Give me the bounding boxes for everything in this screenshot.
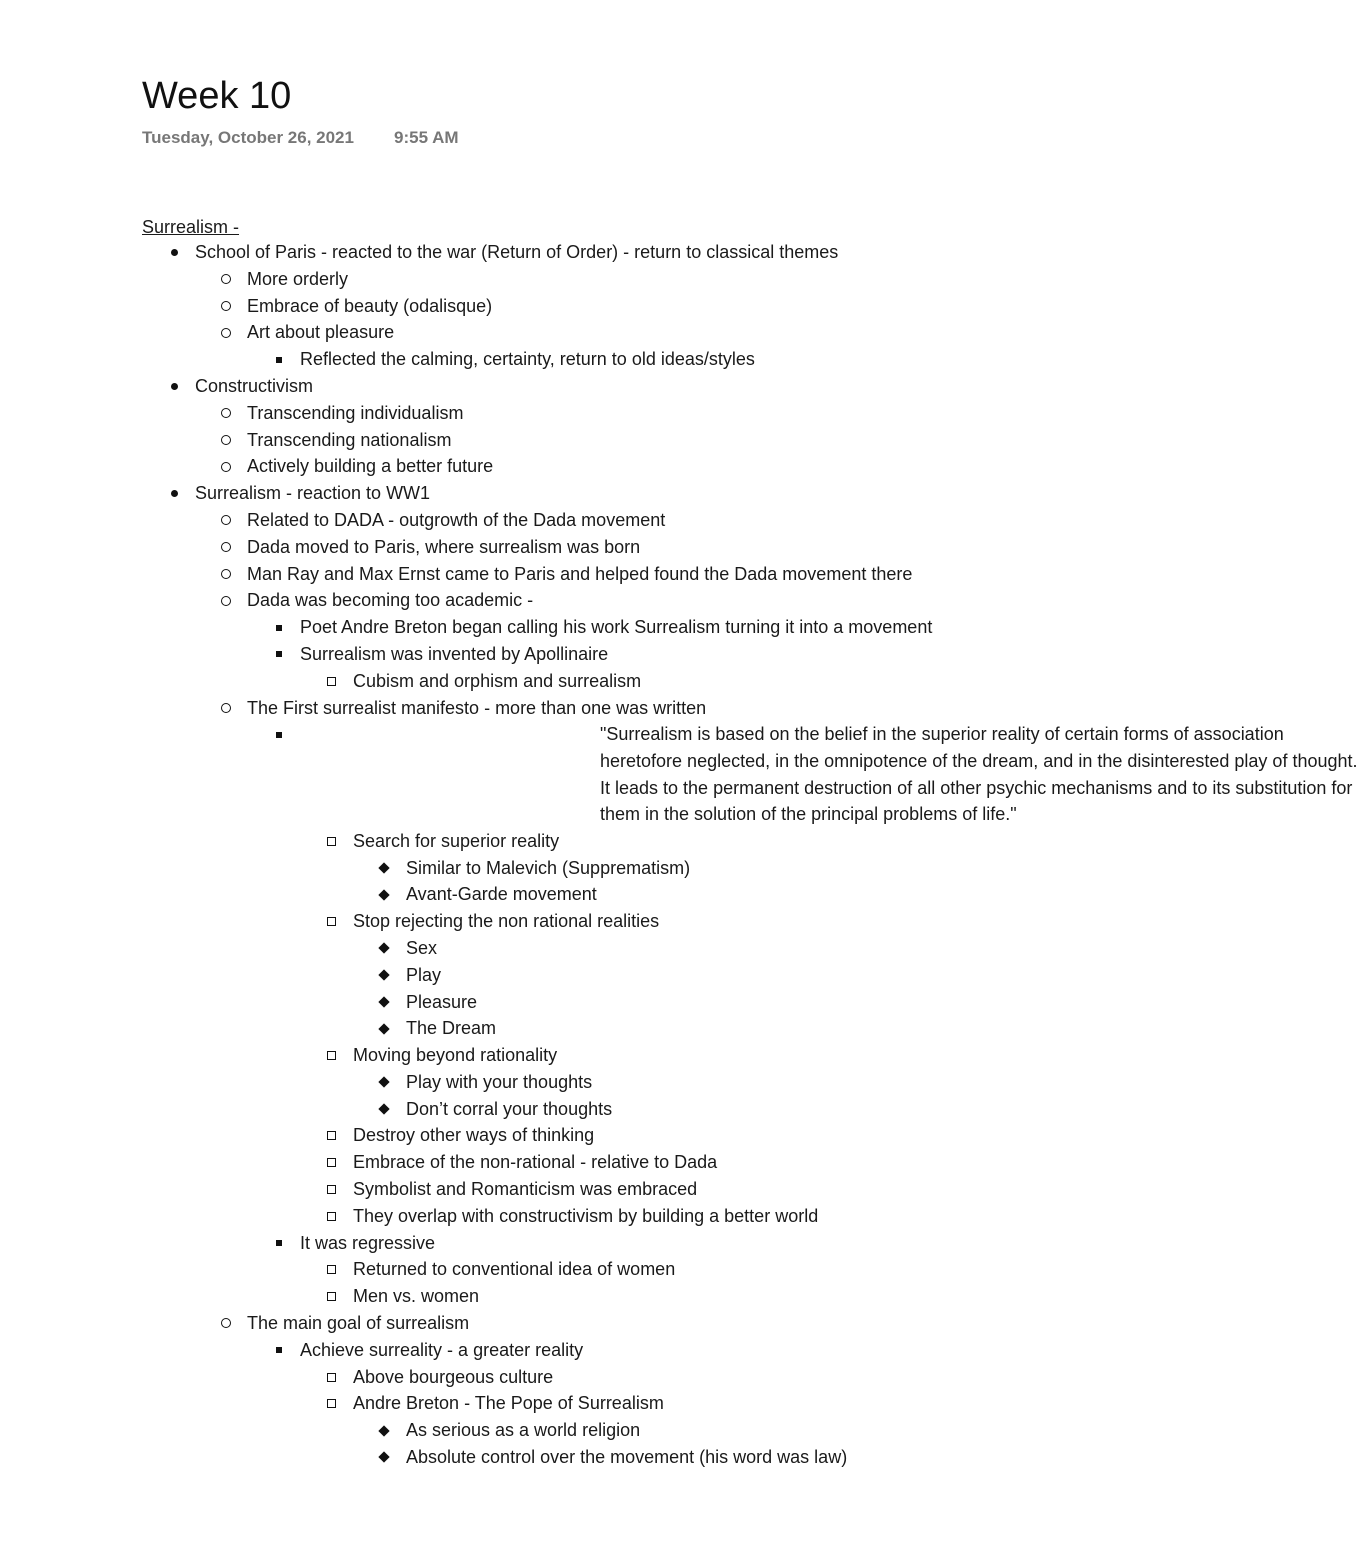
outline-item-text: Moving beyond rationality	[353, 1045, 558, 1066]
outline-item	[0, 935, 1200, 962]
hollow-square-bullet-icon	[324, 1042, 338, 1069]
outline-item-text: Men vs. women	[353, 1286, 480, 1307]
outline-item	[0, 453, 1200, 480]
outline-item	[0, 1310, 1200, 1337]
outline-item-text: Destroy other ways of thinking	[353, 1125, 595, 1146]
outline-item	[0, 855, 1200, 882]
outline-item-text: Absolute control over the movement (his word was law)	[406, 1447, 848, 1468]
hollow-square-bullet-icon	[324, 1256, 338, 1283]
outline-item	[0, 293, 1200, 320]
outline-item-text: Avant-Garde movement	[406, 884, 597, 905]
square-bullet-icon	[272, 1337, 286, 1364]
outline-item-text: Dada moved to Paris, where surrealism was born	[247, 536, 641, 557]
outline-item-text: School of Paris - reacted to the war (Return of Order) - return to classical themes	[195, 242, 839, 262]
outline-item	[0, 534, 1200, 561]
outline-item-text: Transcending nationalism	[247, 429, 452, 450]
hollow-square-bullet-icon	[324, 828, 338, 855]
outline-item-text: Embrace of the non-rational - relative to Dada	[353, 1152, 718, 1173]
outline-item-text: Achieve surreality - a greater reality	[300, 1339, 584, 1360]
outline-item-text: Reflected the calming, certainty, return to old ideas/styles	[300, 349, 755, 370]
diamond-bullet-icon	[377, 1069, 391, 1096]
outline-item	[0, 1149, 1200, 1176]
outline-item-text: Embrace of beauty (odalisque)	[247, 295, 493, 316]
outline-item-text: Similar to Malevich (Supprematism)	[406, 857, 691, 878]
outline-item	[0, 614, 1200, 641]
outline-item	[0, 561, 1200, 588]
disc-bullet-icon	[167, 239, 181, 266]
outline-item-text: Symbolist and Romanticism was embraced	[353, 1179, 698, 1200]
bullet-outline	[0, 239, 1358, 1471]
outline-item-text: More orderly	[247, 268, 349, 289]
circle-bullet-icon	[219, 266, 233, 293]
section-heading: Surrealism -	[142, 217, 240, 237]
circle-bullet-icon	[219, 507, 233, 534]
square-bullet-icon	[272, 614, 286, 641]
outline-item	[0, 346, 1200, 373]
outline-item	[0, 587, 1200, 614]
outline-item	[0, 1203, 1200, 1230]
outline-item	[0, 908, 1200, 935]
outline-item	[0, 1444, 1200, 1471]
outline-item	[0, 266, 1200, 293]
circle-bullet-icon	[219, 1310, 233, 1337]
outline-item-text: Above bourgeous culture	[353, 1366, 554, 1387]
square-bullet-icon	[272, 641, 286, 668]
outline-item-text: It was regressive	[300, 1232, 436, 1253]
circle-bullet-icon	[219, 561, 233, 588]
circle-bullet-icon	[219, 293, 233, 320]
outline-item	[0, 1337, 1200, 1364]
square-bullet-icon	[272, 721, 286, 748]
square-bullet-icon	[272, 346, 286, 373]
outline-item-text: Search for superior reality	[353, 830, 560, 851]
hollow-square-bullet-icon	[324, 1364, 338, 1391]
outline-item-text: Poet Andre Breton began calling his work Surrealism turning it into a movement	[300, 617, 933, 638]
hollow-square-bullet-icon	[324, 1390, 338, 1417]
hollow-square-bullet-icon	[324, 1176, 338, 1203]
outline-item	[0, 319, 1200, 346]
hollow-square-bullet-icon	[324, 668, 338, 695]
outline-item	[0, 480, 1200, 507]
circle-bullet-icon	[219, 319, 233, 346]
hollow-square-bullet-icon	[324, 908, 338, 935]
hollow-square-bullet-icon	[324, 1149, 338, 1176]
outline-item	[0, 1069, 1200, 1096]
disc-bullet-icon	[167, 373, 181, 400]
diamond-bullet-icon	[377, 935, 391, 962]
outline-item-text: They overlap with constructivism by building a better world	[353, 1205, 819, 1226]
hollow-square-bullet-icon	[324, 1122, 338, 1149]
outline-item-text: Constructivism	[195, 375, 314, 396]
disc-bullet-icon	[167, 480, 181, 507]
circle-bullet-icon	[219, 400, 233, 427]
outline-item	[0, 1042, 1200, 1069]
note-time: 9:55 AM	[394, 128, 459, 147]
outline-item	[0, 828, 1200, 855]
outline-item-text: The First surrealist manifesto - more than one was written	[247, 697, 707, 718]
outline-item	[0, 668, 1200, 695]
circle-bullet-icon	[219, 427, 233, 454]
diamond-bullet-icon	[377, 1417, 391, 1444]
outline-item	[0, 721, 1358, 827]
outline-item-text: Related to DADA - outgrowth of the Dada movement	[247, 509, 666, 530]
outline-item-text: Transcending individualism	[247, 402, 464, 423]
outline-item	[0, 373, 1200, 400]
page-title: Week 10	[142, 75, 292, 117]
outline-item	[0, 507, 1200, 534]
outline-item	[0, 989, 1200, 1016]
diamond-bullet-icon	[377, 1096, 391, 1123]
outline-item	[0, 1390, 1200, 1417]
outline-item-text: "Surrealism is based on the belief in the superior reality of certain forms of association heretofore neglected, in the omnipotence of the dream, and in the disinterested play of thought. It leads to the permanent destruction of all other psychic mechanisms and to its substitution for them in the solution of the principal problems of life."	[600, 724, 1358, 825]
diamond-bullet-icon	[377, 881, 391, 908]
diamond-bullet-icon	[377, 1015, 391, 1042]
note-metadata	[142, 127, 459, 149]
outline-item	[0, 881, 1200, 908]
outline-item-text: Dada was becoming too academic -	[247, 590, 534, 611]
outline-item	[0, 1230, 1200, 1257]
outline-item-text: Surrealism was invented by Apollinaire	[300, 643, 609, 664]
square-bullet-icon	[272, 1230, 286, 1257]
outline-item	[0, 427, 1200, 454]
outline-item-text: Man Ray and Max Ernst came to Paris and helped found the Dada movement there	[247, 563, 913, 584]
outline-item-text: Don’t corral your thoughts	[406, 1098, 613, 1119]
outline-item-text: As serious as a world religion	[406, 1420, 641, 1441]
circle-bullet-icon	[219, 453, 233, 480]
circle-bullet-icon	[219, 587, 233, 614]
note-date: Tuesday, October 26, 2021	[142, 128, 354, 147]
outline-item-text: The Dream	[406, 1018, 497, 1039]
outline-item	[0, 1096, 1200, 1123]
outline-item-text: Stop rejecting the non rational realities	[353, 911, 660, 932]
outline-item-text: Surrealism - reaction to WW1	[195, 483, 431, 504]
outline-item-text: Play	[406, 964, 442, 985]
outline-item	[0, 1176, 1200, 1203]
diamond-bullet-icon	[377, 855, 391, 882]
outline-item-text: Pleasure	[406, 991, 478, 1012]
outline-item	[0, 962, 1200, 989]
outline-item-text: Andre Breton - The Pope of Surrealism	[353, 1393, 664, 1414]
diamond-bullet-icon	[377, 962, 391, 989]
outline-item	[0, 1364, 1200, 1391]
hollow-square-bullet-icon	[324, 1283, 338, 1310]
outline-item-text: Returned to conventional idea of women	[353, 1259, 676, 1280]
outline-item-text: Play with your thoughts	[406, 1071, 593, 1092]
outline-item	[0, 695, 1200, 722]
outline-item	[0, 1417, 1200, 1444]
hollow-square-bullet-icon	[324, 1203, 338, 1230]
outline-item	[0, 400, 1200, 427]
outline-item	[0, 239, 1200, 266]
circle-bullet-icon	[219, 695, 233, 722]
outline-item	[0, 1256, 1200, 1283]
outline-item-text: Cubism and orphism and surrealism	[353, 670, 642, 691]
circle-bullet-icon	[219, 534, 233, 561]
outline-item-text: Actively building a better future	[247, 456, 494, 477]
diamond-bullet-icon	[377, 989, 391, 1016]
outline-item	[0, 1122, 1200, 1149]
outline-item	[0, 1015, 1200, 1042]
outline-item-text: Sex	[406, 937, 438, 958]
diamond-bullet-icon	[377, 1444, 391, 1471]
outline-item	[0, 641, 1200, 668]
outline-item-text: Art about pleasure	[247, 322, 395, 343]
outline-item-text: The main goal of surrealism	[247, 1313, 470, 1334]
outline-item	[0, 1283, 1200, 1310]
